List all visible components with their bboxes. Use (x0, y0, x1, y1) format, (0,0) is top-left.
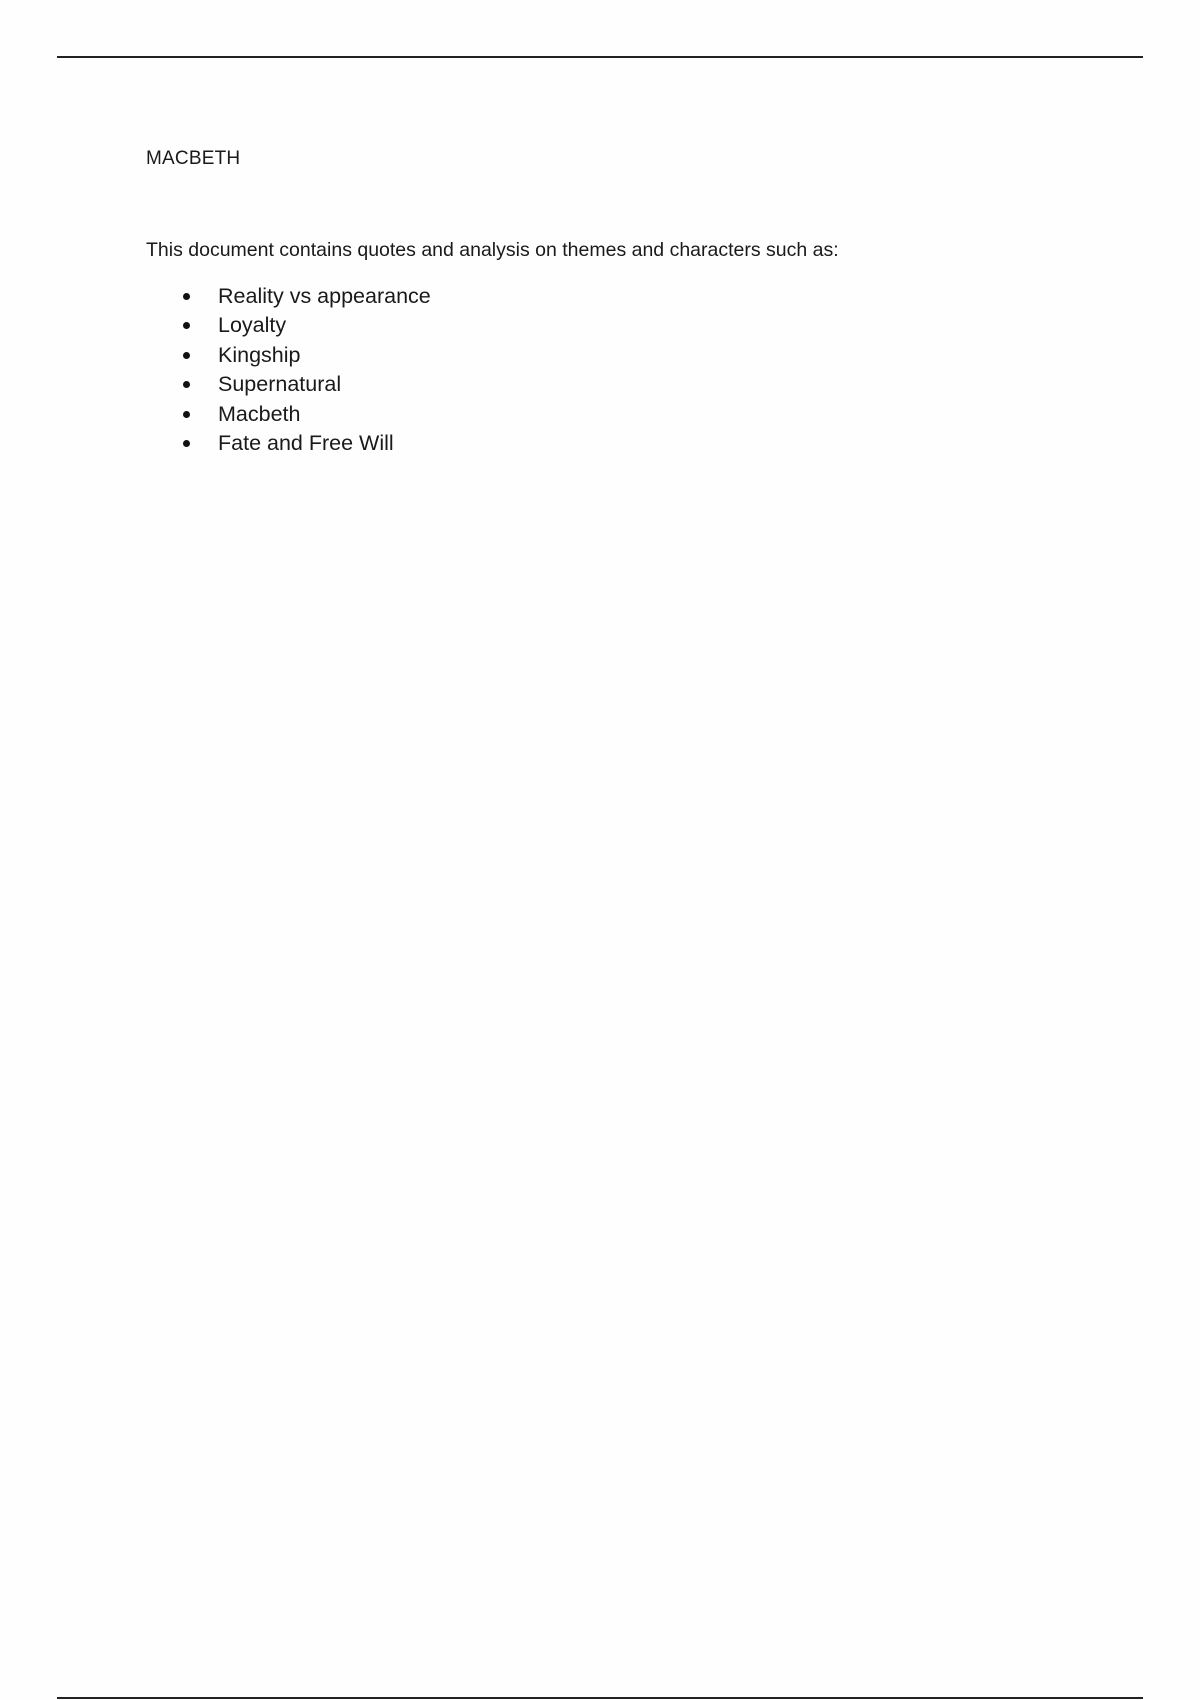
list-item-label: Fate and Free Will (218, 430, 394, 455)
list-item-label: Supernatural (218, 372, 342, 397)
list-item-label: Kingship (218, 342, 301, 367)
header-rule (57, 56, 1143, 58)
list-item (146, 282, 431, 311)
bullet-icon (183, 381, 190, 388)
list-item (146, 341, 431, 370)
bullet-icon (183, 440, 190, 447)
bullet-icon (183, 293, 190, 300)
list-item-label: Reality vs appearance (218, 284, 431, 308)
bullet-icon (183, 411, 190, 418)
topic-list (146, 282, 431, 458)
list-item-label: Loyalty (218, 313, 287, 338)
list-item (146, 429, 431, 458)
bullet-icon (183, 322, 190, 329)
footer-rule (57, 1697, 1143, 1699)
list-item (146, 311, 431, 340)
document-title: MACBETH (146, 148, 241, 169)
list-item-label: Macbeth (218, 401, 301, 426)
intro-paragraph: This document contains quotes and analysis on themes and characters such as: (146, 239, 839, 261)
list-item (146, 370, 431, 399)
list-item (146, 400, 431, 429)
bullet-icon (183, 352, 190, 359)
